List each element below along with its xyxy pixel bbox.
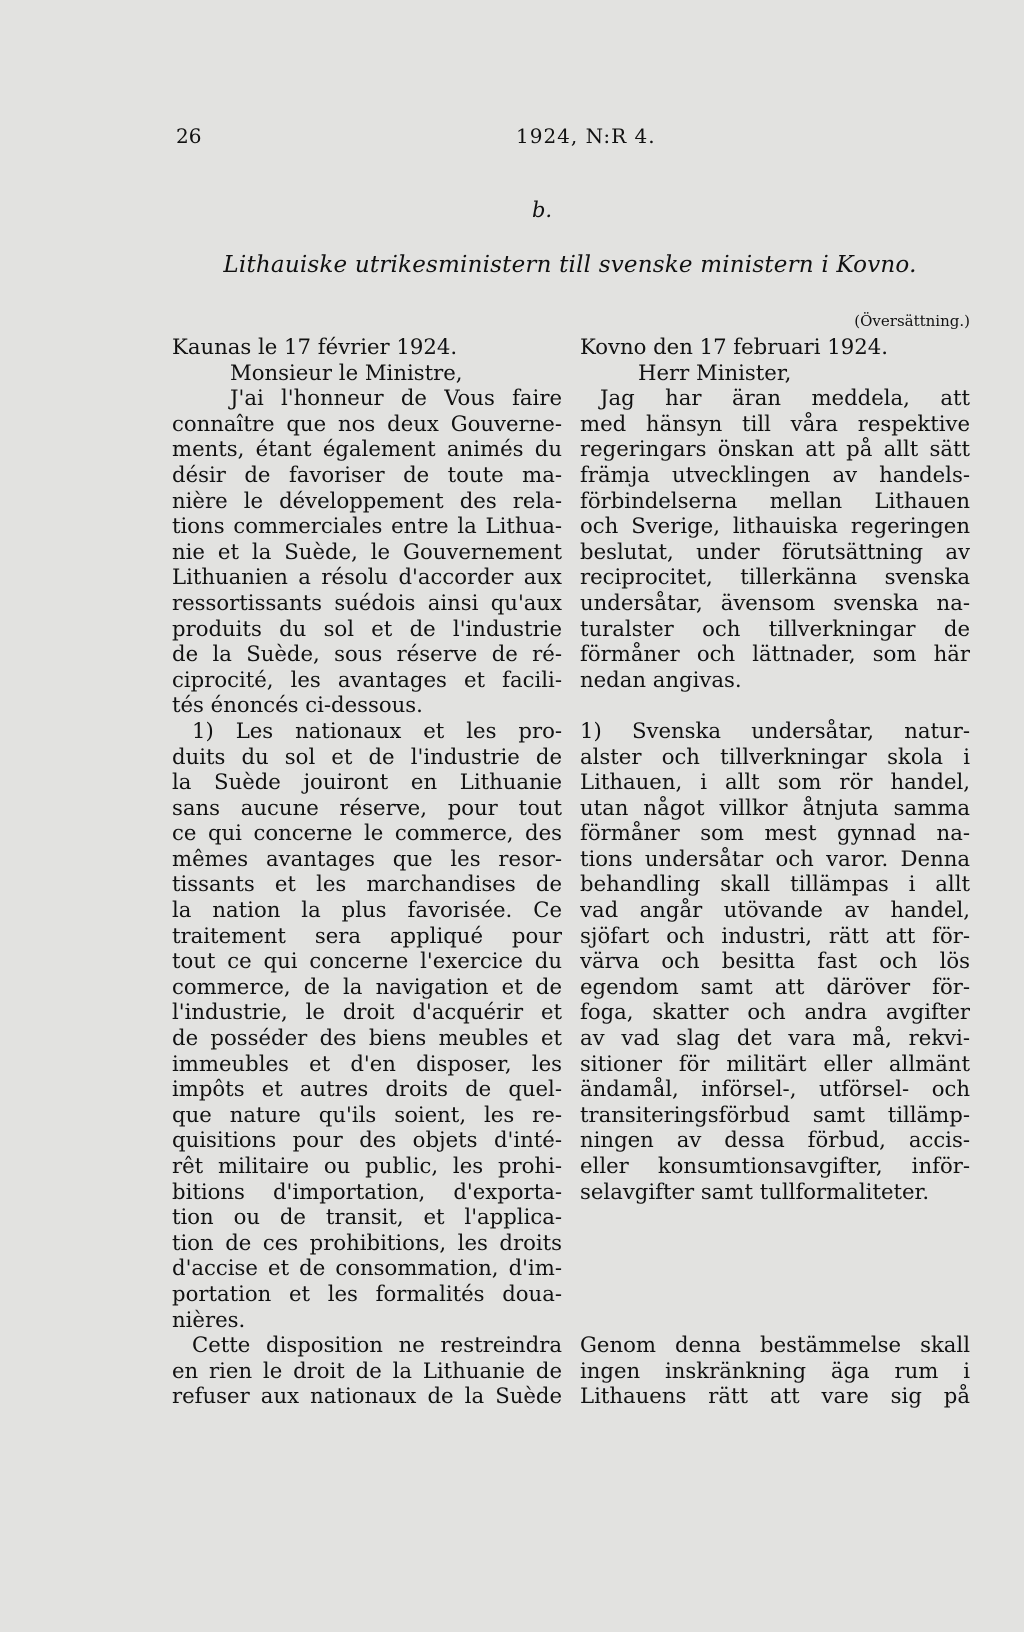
swedish-line: selavgifter samt tullformaliteter. <box>580 1178 930 1204</box>
french-line: Cette disposition ne restreindra <box>192 1332 562 1358</box>
swedish-line: förbindelserna mellan Lithauen <box>580 487 970 513</box>
french-line: la nation la plus favorisée. Ce <box>172 897 562 923</box>
swedish-line: förmåner och lättnader, som här <box>580 641 970 667</box>
french-line: tissants et les marchandises de <box>172 871 562 897</box>
french-line: tion de ces prohibitions, les droits <box>172 1229 562 1255</box>
swedish-column <box>580 308 970 1409</box>
french-salutation: Monsieur le Ministre, <box>230 359 463 385</box>
swedish-line: och Sverige, lithauiska regeringen <box>580 513 970 539</box>
swedish-line: undersåtar, ävensom svenska na- <box>580 589 970 615</box>
french-line: ments, étant également animés du <box>172 436 562 462</box>
french-line: la Suède jouiront en Lithuanie <box>172 769 562 795</box>
swedish-line: alster och tillverkningar skola i <box>580 743 970 769</box>
swedish-line: med hänsyn till våra respektive <box>580 410 970 436</box>
french-line: quisitions pour des objets d'inté- <box>172 1127 562 1153</box>
swedish-line: 1) Svenska undersåtar, natur- <box>580 717 970 743</box>
series-label: 1924, N:R 4. <box>516 124 656 148</box>
page-number: 26 <box>176 124 202 148</box>
swedish-paragraph-gap <box>580 1230 970 1256</box>
french-line: duits du sol et de l'industrie de <box>172 743 562 769</box>
french-line: nières. <box>172 1306 246 1332</box>
swedish-line: ingen inskränkning äga rum i <box>580 1357 970 1383</box>
french-line: nière le développement des rela- <box>172 487 562 513</box>
french-line: désir de favoriser de toute ma- <box>172 461 562 487</box>
french-line: sans aucune réserve, pour tout <box>172 794 562 820</box>
french-line: J'ai l'honneur de Vous faire <box>230 385 562 411</box>
swedish-paragraph-gap <box>580 1307 970 1333</box>
french-line: tout ce qui concerne l'exercice du <box>172 948 562 974</box>
french-line: 1) Les nationaux et les pro- <box>192 717 562 743</box>
swedish-line: eller konsumtionsavgifter, inför- <box>580 1153 970 1178</box>
swedish-line: tions undersåtar och varor. Denna <box>580 845 970 871</box>
swedish-line: främja utvecklingen av handels- <box>580 461 970 487</box>
french-line: de la Suède, sous réserve de ré- <box>172 641 562 667</box>
swedish-line: turalster och tillverkningar de <box>580 615 970 641</box>
french-line: nie et la Suède, le Gouvernement <box>172 538 562 564</box>
french-line: impôts et autres droits de quel- <box>172 1076 562 1102</box>
document-title: Lithauiske utrikesministern till svenske ministern i Kovno. <box>223 252 917 278</box>
french-column <box>172 308 562 1409</box>
french-line: de posséder des biens meubles et <box>172 1025 562 1051</box>
swedish-line: nedan angivas. <box>580 666 742 692</box>
swedish-line: utan något villkor åtnjuta samma <box>580 794 970 820</box>
french-line: que nature qu'ils soient, les re- <box>172 1101 562 1127</box>
swedish-dateline: Kovno den 17 februari 1924. <box>580 334 888 359</box>
french-line: rêt militaire ou public, les prohi- <box>172 1153 562 1178</box>
french-line: tés énoncés ci-dessous. <box>172 692 423 718</box>
swedish-paragraph-gap <box>580 692 970 718</box>
french-line: Lithuanien a résolu d'accorder aux <box>172 564 562 590</box>
swedish-paragraph-gap <box>580 1255 970 1281</box>
swedish-line: regeringars önskan att på allt sätt <box>580 436 970 462</box>
french-line: refuser aux nationaux de la Suède <box>172 1383 562 1409</box>
swedish-line: ändamål, införsel-, utförsel- och <box>580 1076 970 1102</box>
translation-note: (Översättning.) <box>854 312 970 330</box>
french-dateline: Kaunas le 17 février 1924. <box>172 334 458 359</box>
section-letter: b. <box>531 198 553 222</box>
french-line: bitions d'importation, d'exporta- <box>172 1178 562 1204</box>
french-line: traitement sera appliqué pour <box>172 922 562 948</box>
swedish-line: sjöfart och industri, rätt att för- <box>580 922 970 948</box>
swedish-line: foga, skatter och andra avgifter <box>580 999 970 1025</box>
french-line: produits du sol et de l'industrie <box>172 615 562 641</box>
french-line: ciprocité, les avantages et facili- <box>172 666 562 692</box>
french-line: l'industrie, le droit d'acquérir et <box>172 999 562 1025</box>
page-header <box>176 124 966 154</box>
french-line: commerce, de la navigation et de <box>172 973 562 999</box>
swedish-line: ningen av dessa förbud, accis- <box>580 1127 970 1153</box>
swedish-line: behandling skall tillämpas i allt <box>580 871 970 897</box>
french-line: connaître que nos deux Gouverne- <box>172 410 562 436</box>
swedish-line: beslutat, under förutsättning av <box>580 538 970 564</box>
swedish-line: av vad slag det vara må, rekvi- <box>580 1025 970 1051</box>
french-line: en rien le droit de la Lithuanie de <box>172 1357 562 1383</box>
swedish-line: reciprocitet, tillerkänna svenska <box>580 564 970 590</box>
french-line: tions commerciales entre la Lithua- <box>172 513 562 539</box>
swedish-paragraph-gap <box>580 1204 970 1230</box>
swedish-line: förmåner som mest gynnad na- <box>580 820 970 846</box>
swedish-line: egendom samt att däröver för- <box>580 973 970 999</box>
swedish-salutation: Herr Minister, <box>638 359 792 385</box>
french-line: ce qui concerne le commerce, des <box>172 820 562 846</box>
french-line: mêmes avantages que les resor- <box>172 845 562 871</box>
swedish-line: Lithauen, i allt som rör handel, <box>580 769 970 795</box>
french-note-spacer <box>172 308 562 334</box>
swedish-line: vad angår utövande av handel, <box>580 897 970 923</box>
swedish-line: Genom denna bestämmelse skall <box>580 1332 970 1358</box>
french-line: tion ou de transit, et l'applica- <box>172 1204 562 1230</box>
swedish-line: transiteringsförbud samt tillämp- <box>580 1101 970 1127</box>
french-line: immeubles et d'en disposer, les <box>172 1050 562 1076</box>
swedish-line: Lithauens rätt att vare sig på <box>580 1383 970 1409</box>
swedish-line: Jag har äran meddela, att <box>600 385 970 411</box>
swedish-line: värva och besitta fast och lös <box>580 948 970 974</box>
swedish-line: sitioner för militärt eller allmänt <box>580 1050 970 1076</box>
swedish-paragraph-gap <box>580 1281 970 1307</box>
french-line: d'accise et de consommation, d'im- <box>172 1255 562 1281</box>
french-line: portation et les formalités doua- <box>172 1280 562 1306</box>
french-line: ressortissants suédois ainsi qu'aux <box>172 589 562 615</box>
